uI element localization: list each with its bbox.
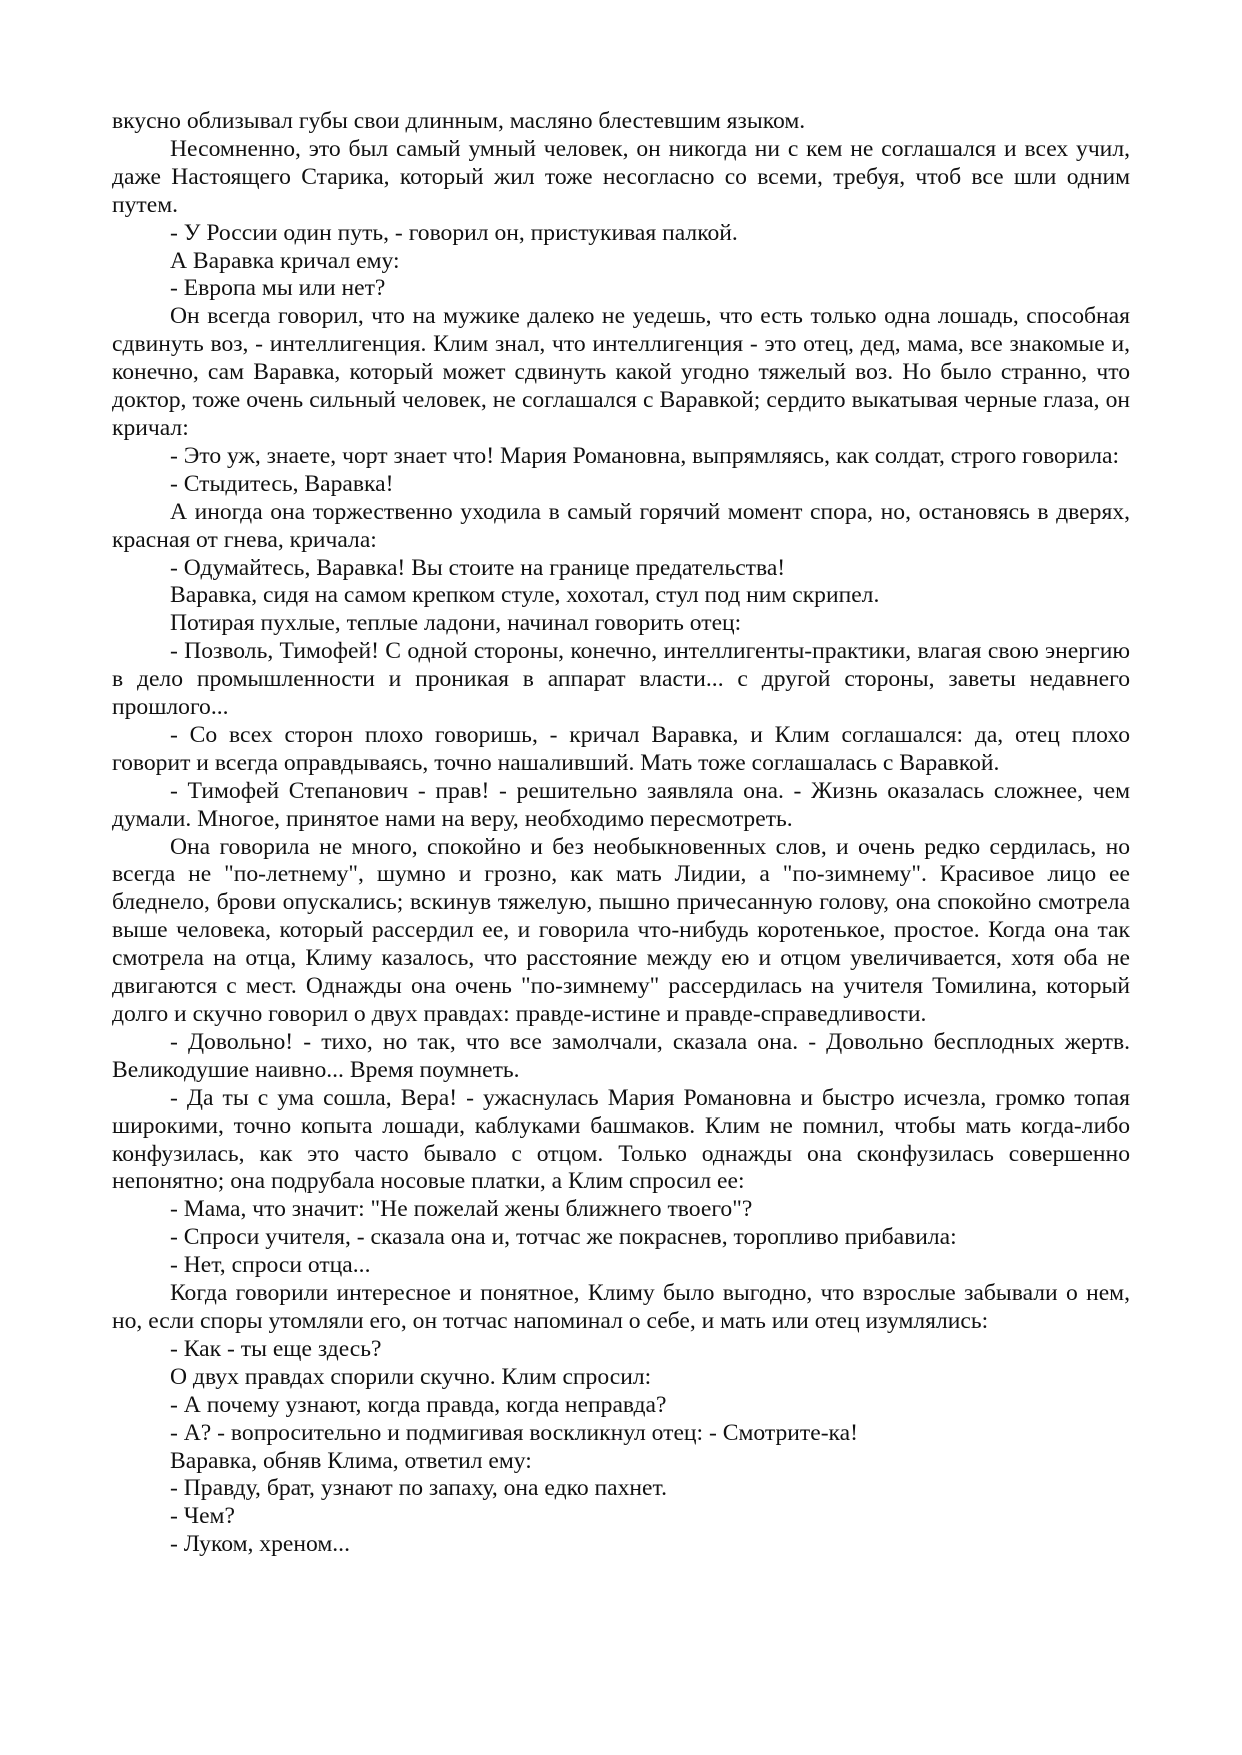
paragraph-3: - У России один путь, - говорил он, пристукивая палкой. — [170, 219, 738, 246]
paragraph-14: - Со всех сторон плохо говоришь, - кричал Варавка, и Клим соглашался: да, отец плохо говорит и всегда оправдываясь, точно нашаливший. Мать тоже соглашалась с Варавкой. — [112, 721, 1130, 776]
paragraph-10: - Одумайтесь, Варавка! Вы стоите на границе предательства! — [170, 554, 786, 581]
paragraph-9: А иногда она торжественно уходила в самый горячий момент спора, но, остановясь в дверях, красная от гнева, кричала: — [112, 498, 1130, 553]
paragraph-24: О двух правдах спорили скучно. Клим спросил: — [170, 1363, 652, 1390]
paragraph-12: Потирая пухлые, теплые ладони, начинал говорить отец: — [170, 610, 742, 637]
paragraph-6: Он всегда говорил, что на мужике далеко не уедешь, что есть только одна лошадь, способная сдвинуть воз, - интеллигенция. Клим знал, что интеллигенция - это отец, дед, мама, все знакомые и, конечно, сам Варавка, который может сдвинуть какой угодно тяжелый воз. Но было странно, что доктор, тоже очень сильный человек, не соглашался с Варавкой; сердито выкатывая черные глаза, он кричал: — [112, 303, 1130, 441]
paragraph-25: - А почему узнают, когда правда, когда неправда? — [170, 1391, 667, 1418]
paragraph-5: - Европа мы или нет? — [170, 275, 386, 302]
paragraph-19: - Мама, что значит: "Не пожелай жены ближнего твоего"? — [170, 1196, 753, 1223]
paragraph-20: - Спроси учителя, - сказала она и, тотчас же покраснев, торопливо прибавила: — [170, 1224, 957, 1251]
paragraph-29: - Чем? — [170, 1503, 235, 1530]
paragraph-22: Когда говорили интересное и понятное, Климу было выгодно, что взрослые забывали о нем, но, если споры утомляли его, он тотчас напоминал о себе, и мать или отец изумлялись: — [112, 1280, 1130, 1334]
document-page — [112, 108, 1130, 1559]
paragraph-30: - Луком, хреном... — [170, 1531, 350, 1558]
paragraph-4: А Варавка кричал ему: — [170, 247, 400, 274]
paragraph-13: - Позволь, Тимофей! С одной стороны, конечно, интеллигенты-практики, влагая свою энергию в дело промышленности и проникая в аппарат власти... с другой стороны, заветы недавнего прошлого... — [112, 638, 1130, 721]
paragraph-21: - Нет, спроси отца... — [170, 1252, 371, 1279]
paragraph-18: - Да ты с ума сошла, Вера! - ужаснулась Мария Романовна и быстро исчезла, громко топая широкими, точно копыта лошади, каблуками башмаков. Клим не помнил, чтобы мать когда-либо конфузилась, как это часто бывало с отцом. Только однажды она сконфузилась совершенно непонятно; она подрубала носовые платки, а Клим спросил ее: — [112, 1084, 1130, 1195]
paragraph-15: - Тимофей Степанович - прав! - решительно заявляла она. - Жизнь оказалась сложнее, чем думали. Многое, принятое нами на веру, необходимо пересмотреть. — [112, 777, 1130, 832]
paragraph-8: - Стыдитесь, Варавка! — [170, 470, 394, 497]
paragraph-11: Варавка, сидя на самом крепком стуле, хохотал, стул под ним скрипел. — [170, 582, 880, 609]
paragraph-27: Варавка, обняв Клима, ответил ему: — [170, 1447, 532, 1474]
paragraph-23: - Как - ты еще здесь? — [170, 1335, 382, 1362]
paragraph-17: - Довольно! - тихо, но так, что все замолчали, сказала она. - Довольно бесплодных жертв. Великодушие наивно... Время поумнеть. — [112, 1028, 1130, 1083]
paragraph-28: - Правду, брат, узнают по запаху, она едко пахнет. — [170, 1475, 667, 1502]
paragraph-2: Несомненно, это был самый умный человек, он никогда ни с кем не соглашался и всех учил, даже Настоящего Старика, который жил тоже несогласно со всеми, требуя, чтоб все шли одним путем. — [112, 135, 1130, 218]
paragraph-26: - А? - вопросительно и подмигивая воскликнул отец: - Смотрите-ка! — [170, 1419, 858, 1446]
paragraph-1: вкусно облизывал губы свои длинным, масляно блестевшим языком. — [112, 108, 806, 134]
paragraph-16: Она говорила не много, спокойно и без необыкновенных слов, и очень редко сердилась, но всегда не "по-летнему", шумно и грозно, как мать Лидии, а "по-зимнему". Красивое лицо ее бледнело, брови опускались; вскинув тяжелую, пышно причесанную голову, она спокойно смотрела выше человека, который рассердил ее, и говорила что-нибудь коротенькое, простое. Когда она так смотрела на отца, Климу казалось, что расстояние между ею и отцом увеличивается, хотя оба не двигаются с мест. Однажды она очень "по-зимнему" рассердилась на учителя Томилина, который долго и скучно говорил о двух правдах: правде-истине и правде-справедливости. — [112, 833, 1130, 1027]
paragraph-7: - Это уж, знаете, чорт знает что! Мария Романовна, выпрямляясь, как солдат, строго говорила: — [170, 442, 1120, 469]
